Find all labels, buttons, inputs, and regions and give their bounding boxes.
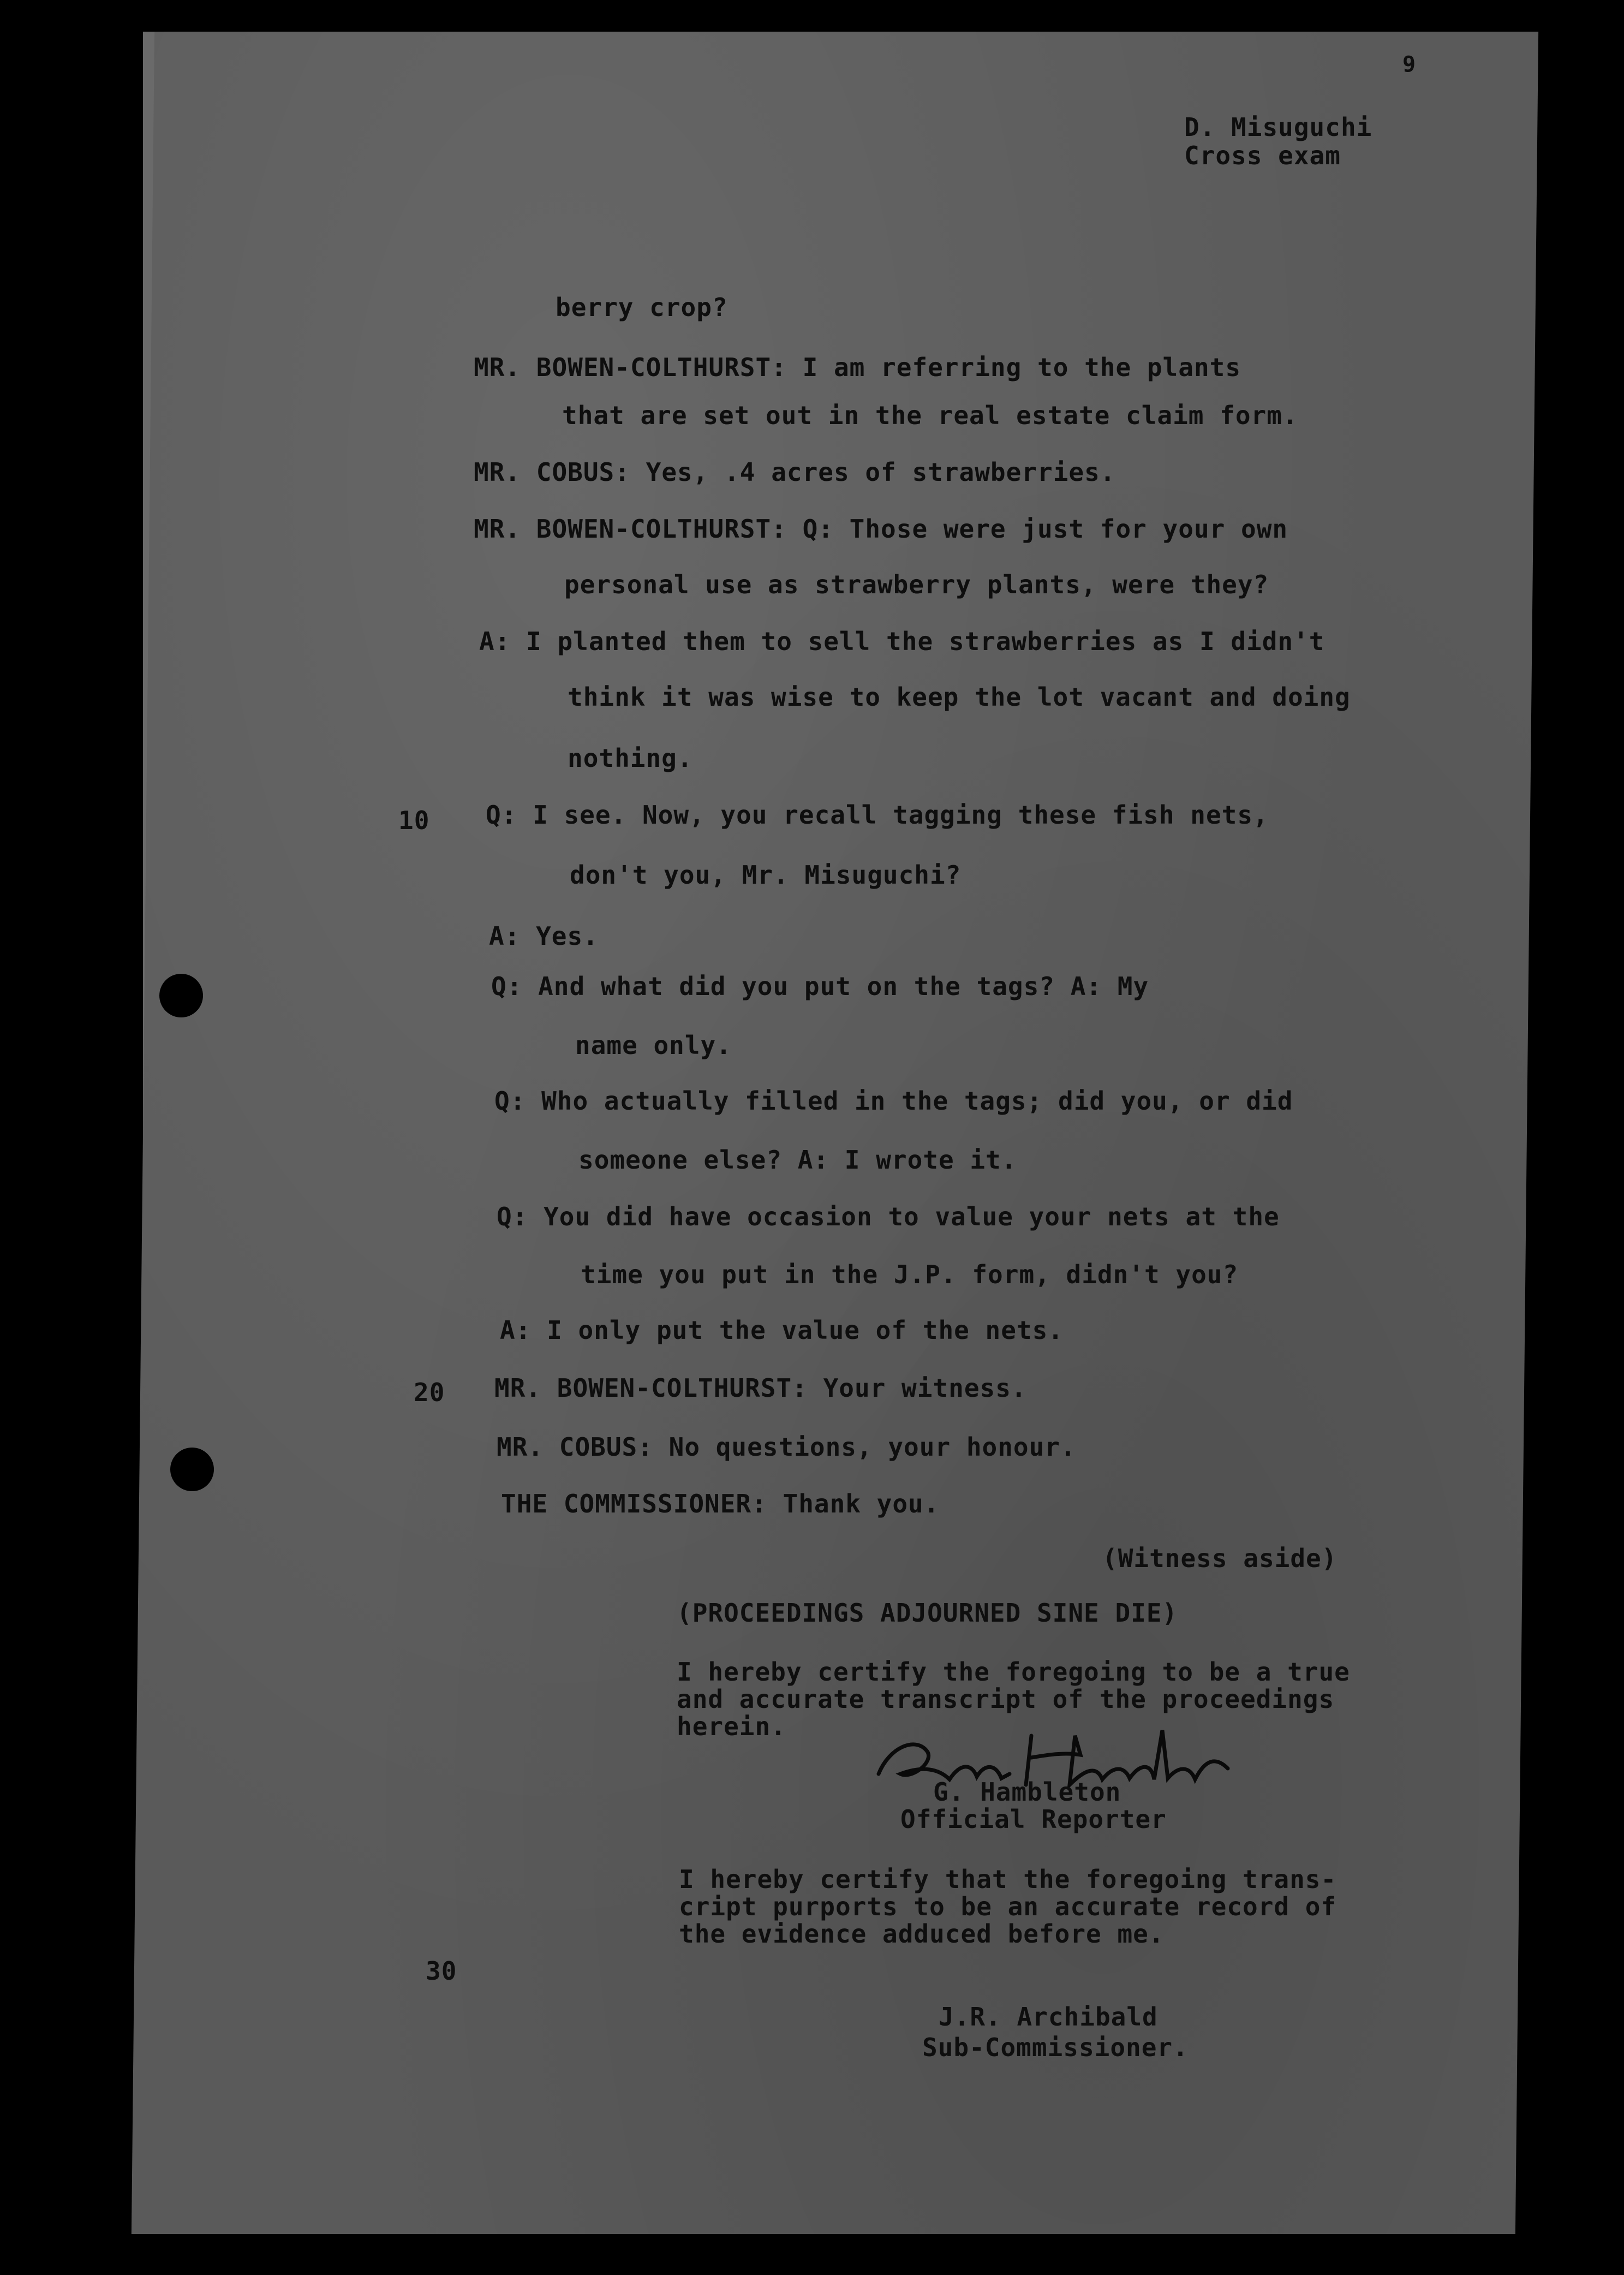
transcript-line: don't you, Mr. Misuguchi? [570,860,962,890]
transcript-line: Q: I see. Now, you recall tagging these fish nets, [486,800,1269,830]
transcript-line: MR. COBUS: No questions, your honour. [497,1432,1076,1462]
transcript-line: berry crop? [556,293,728,322]
transcript-line: Q: Who actually filled in the tags; did you, or did [494,1086,1293,1116]
reporter-title: Official Reporter [900,1804,1167,1834]
page-number: 9 [1402,52,1417,77]
transcript-line: A: I only put the value of the nets. [500,1315,1064,1345]
reporter-cert-line: and accurate transcript of the proceedings [677,1684,1335,1714]
transcript-line: MR. COBUS: Yes, .4 acres of strawberries. [474,457,1116,487]
reporter-name: G. Hambleton [933,1777,1121,1807]
transcript-line: Q: And what did you put on the tags? A: My [491,972,1149,1001]
transcript-line: A: Yes. [489,921,599,951]
transcript-line: THE COMMISSIONER: Thank you. [501,1489,940,1518]
commissioner-cert-line: the evidence adduced before me. [679,1919,1165,1949]
reporter-cert-line: I hereby certify the foregoing to be a true [677,1657,1350,1687]
transcript-line: A: I planted them to sell the strawberries as I didn't [479,627,1325,656]
transcript-line: that are set out in the real estate claim form. [562,401,1298,430]
transcript-line: (Witness aside) [1102,1544,1338,1573]
transcript-line: MR. BOWEN-COLTHURST: I am referring to the plants [474,353,1241,382]
line-number-10: 10 [398,806,430,835]
commissioner-cert-line: cript purports to be an accurate record of [679,1892,1337,1921]
reporter-cert-line: herein. [677,1712,786,1741]
transcript-line: time you put in the J.P. form, didn't you? [581,1260,1239,1289]
transcript-line: someone else? A: I wrote it. [578,1145,1017,1175]
transcript-line: MR. BOWEN-COLTHURST: Q: Those were just for your own [474,514,1288,544]
line-number-30: 30 [426,1956,457,1986]
commissioner-name: J.R. Archibald [939,2002,1158,2032]
transcript-line: (PROCEEDINGS ADJOURNED SINE DIE) [677,1598,1178,1628]
transcript-line: nothing. [568,743,693,773]
punch-hole-lower [170,1448,214,1491]
punch-hole-upper [159,974,203,1017]
transcript-line: personal use as strawberry plants, were they? [564,570,1269,599]
commissioner-cert-line: I hereby certify that the foregoing trans- [679,1865,1337,1894]
commissioner-title: Sub-Commissioner. [922,2033,1189,2062]
transcript-line: MR. BOWEN-COLTHURST: Your witness. [494,1373,1027,1403]
transcript-line: think it was wise to keep the lot vacant and doing [568,682,1351,712]
transcript-line: name only. [575,1031,732,1060]
line-number-20: 20 [414,1378,445,1407]
header-witness: D. Misuguchi [1184,112,1372,142]
header-exam-type: Cross exam [1184,141,1341,170]
transcript-line: Q: You did have occasion to value your nets at the [497,1202,1280,1231]
